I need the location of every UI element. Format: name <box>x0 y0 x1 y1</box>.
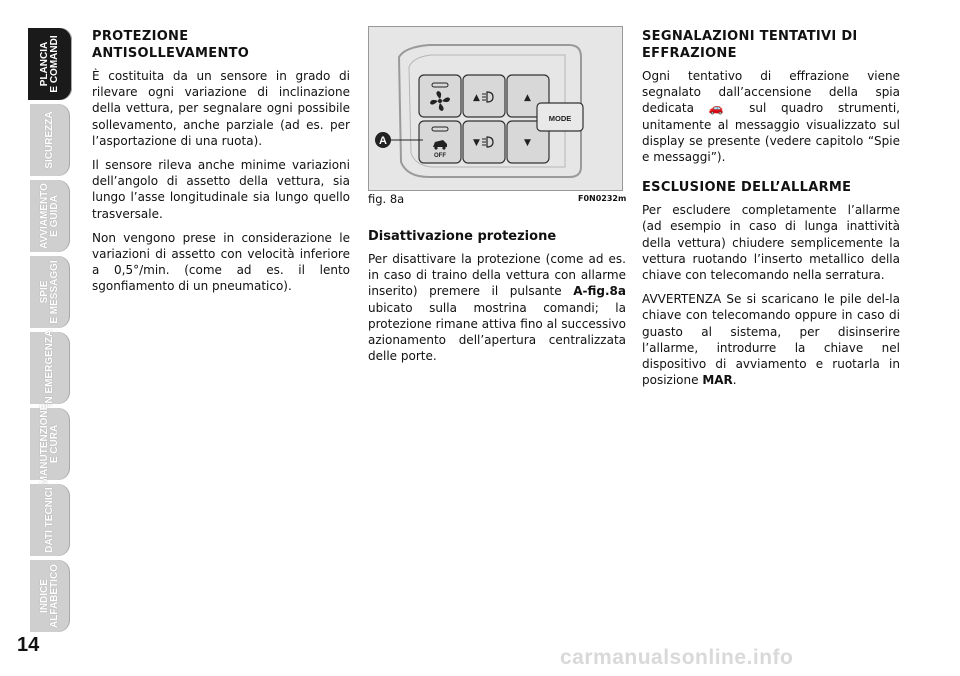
tab-in-emergenza[interactable] <box>30 329 70 407</box>
paragraph: È costituita da un sensore in grado di rilevare ogni variazione di inclinazione della vettura, per segnalare ogni possibile sollevamento, anche parziale (ad es. per l’asportazione di una ruota). <box>92 69 350 148</box>
tab-label: SPIE E MESSAGGI <box>39 260 60 324</box>
mode-label: MODE <box>548 114 572 123</box>
key-position-label: MAR <box>702 373 733 388</box>
tab-label: PLANCIA E COMANDI <box>39 35 60 93</box>
arrow-down-icon: ▼ <box>524 138 531 148</box>
tab-label: MANUTENZIONE E CURA <box>39 403 60 485</box>
control-panel-illustration <box>369 27 622 190</box>
tab-sicurezza[interactable] <box>30 104 70 176</box>
callout-label: A <box>379 135 387 147</box>
paragraph: Per escludere completamente l’allarme (ad esempio in caso di lunga inattività della vettura) chiudere semplicemente la vettura ruotando l’inserto metallico della chiave con telecomando nella serratura. <box>642 203 900 283</box>
arrow-up-icon: ▲ <box>473 93 480 103</box>
tab-manutenzione-e-cura[interactable] <box>30 403 70 485</box>
tab-label: DATI TECNICI <box>44 487 55 553</box>
paragraph <box>368 251 626 364</box>
section-heading: ESCLUSIONE DELL’ALLARME <box>642 180 852 196</box>
chapter-sidebar <box>0 22 72 632</box>
figure-caption: fig. 8a <box>368 192 405 206</box>
figure-reference: A-fig.8a <box>573 284 626 299</box>
off-label: OFF <box>434 153 446 159</box>
column-protezione-antisollevamento <box>92 28 350 303</box>
arrow-down-icon: ▼ <box>473 138 480 148</box>
paragraph: Ogni tentativo di effrazione viene segnalato dall’accensione della spia dedicata 🚗 sul quadro strumenti, unitamente al messaggio visualizzato sul display se presente (vedere capitolo “Spie e messaggi”). <box>642 69 900 165</box>
tab-plancia-e-comandi[interactable] <box>28 28 72 100</box>
paragraph-text: ubicato sulla mostrina comandi; la protezione rimane attiva fino al successivo azionamento dell’apertura centralizzata delle porte. <box>368 300 626 364</box>
light-up-button <box>463 75 505 117</box>
tab-label: SICUREZZA <box>44 111 55 169</box>
figure-code: F0N0232m <box>578 194 627 203</box>
section-heading: PROTEZIONE ANTISOLLEVAMENTO <box>92 29 250 61</box>
paragraph-text: . <box>732 373 737 388</box>
paragraph-text: AVVERTENZA Se si scaricano le pile del-la chiave con telecomando oppure in caso di guasto al sistema, per disinserire l’allarme, introdurre la chiave nel dispositivo di avviamento e ruotarla in posizione <box>642 292 900 388</box>
tab-avviamento-e-guida[interactable] <box>30 180 70 252</box>
tab-indice-alfabetico[interactable] <box>30 560 70 632</box>
column-disattivazione-protezione <box>368 228 626 372</box>
section-heading: SEGNALAZIONI TENTATIVI DI EFFRAZIONE <box>642 29 858 61</box>
figure-control-panel <box>368 26 623 191</box>
paragraph-text: Per disattivare la protezione (come ad es. in caso di traino della vettura con allarme inserito) premere il pulsante <box>368 252 626 299</box>
tab-dati-tecnici[interactable] <box>30 484 70 556</box>
tab-spie-e-messaggi[interactable] <box>30 256 70 328</box>
tab-label: INDICE ALFABETICO <box>39 564 60 628</box>
page-number: 14 <box>17 634 40 656</box>
paragraph: Il sensore rileva anche minime variazioni dell’angolo di assetto della vettura, sia lungo l’asse longitudinale sia lungo quello trasversale. <box>92 158 350 221</box>
paragraph: Non vengono prese in considerazione le variazioni di assetto con velocità inferiore a 0,5°/min. (come ad es. il lento sgonfiamento di un pneumatico). <box>92 230 350 294</box>
watermark: carmanualsonline.info <box>560 646 794 669</box>
paragraph <box>642 291 900 388</box>
tab-label: IN EMERGENZA <box>44 329 55 407</box>
arrow-up-icon: ▲ <box>524 93 531 103</box>
section-heading: Disattivazione protezione <box>368 229 557 244</box>
tab-label: AVVIAMENTO E GUIDA <box>39 183 60 249</box>
column-segnalazioni-esclusione <box>642 28 900 396</box>
